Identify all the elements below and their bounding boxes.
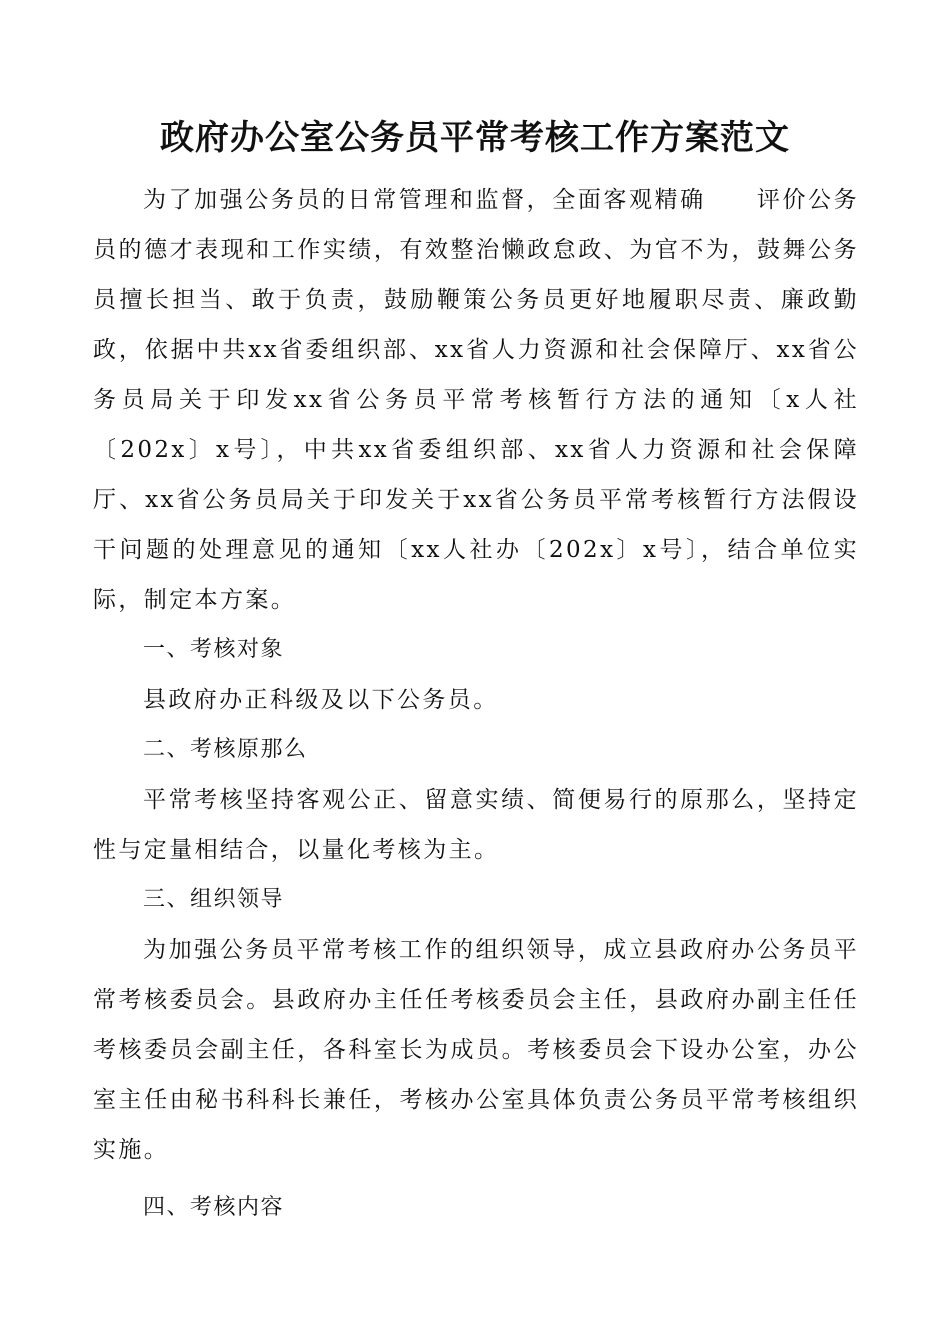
section-body-1: 县政府办正科级及以下公务员。 [143,687,499,713]
document-body [93,175,859,1233]
section-heading-1: 一、考核对象 [143,637,285,662]
section-body-2: 平常考核坚持客观公正、留意实绩、简便易行的原那么，坚持定性与定量相结合，以量化考核为主。 [93,787,859,863]
section-heading-3: 三、组织领导 [143,887,285,912]
section-heading-2: 二、考核原那么 [143,737,308,762]
intro-paragraph: 为了加强公务员的日常管理和监督，全面客观精确 评价公务员的德才表现和工作实绩，有效整治懒政怠政、为官不为，鼓舞公务员擅长担当、敢于负责，鼓励鞭策公务员更好地履职尽责、廉政勤政，依据中共xx省委组织部、xx省人力资源和社会保障厅、xx省公务员局关于印发xx省公务员平常考核暂行方法的通知〔x人社〔202x〕x号〕，中共xx省委组织部、xx省人力资源和社会保障厅、xx省公务员局关于印发关于xx省公务员平常考核暂行方法假设干问题的处理意见的通知〔xx人社办〔202x〕x号〕，结合单位实际，制定本方案。 [93,187,859,613]
section-heading-4: 四、考核内容 [143,1195,285,1220]
section-body-3: 为加强公务员平常考核工作的组织领导，成立县政府办公务员平常考核委员会。县政府办主任任考核委员会主任，县政府办副主任任考核委员会副主任，各科室长为成员。考核委员会下设办公室，办公室主任由秘书科科长兼任，考核办公室具体负责公务员平常考核组织实施。 [93,937,859,1163]
document-title: 政府办公室公务员平常考核工作方案范文 [160,118,790,158]
